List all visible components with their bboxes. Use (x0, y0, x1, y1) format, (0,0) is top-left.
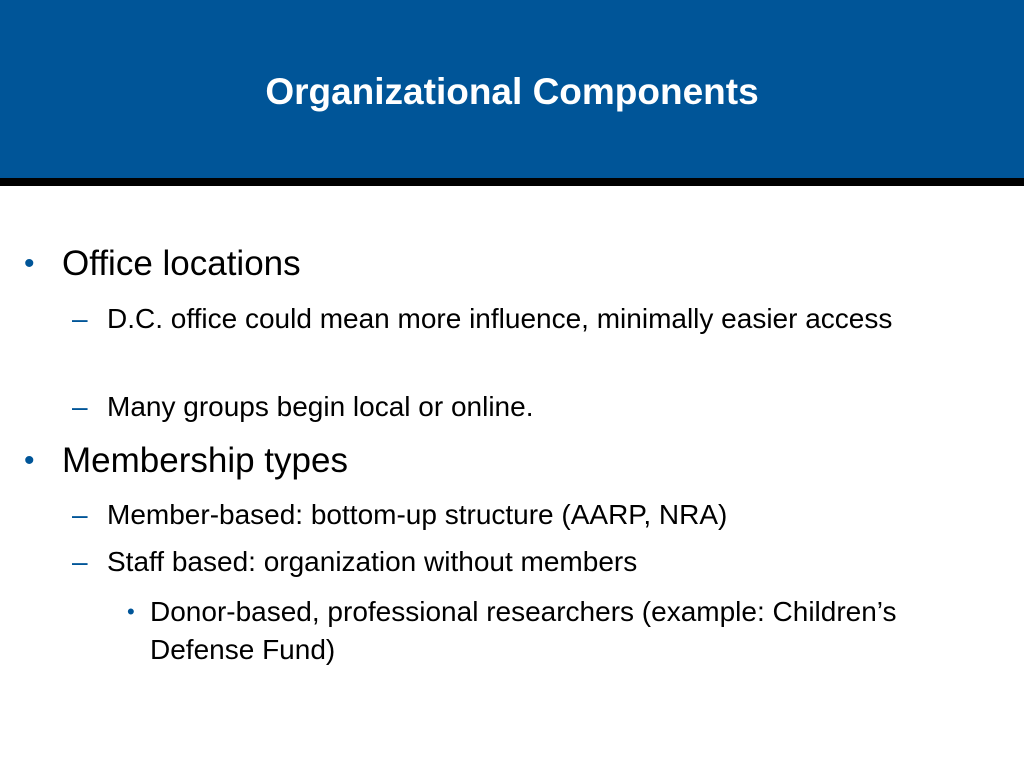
sub-item-staff-based: Staff based: organization without members (107, 546, 638, 577)
bullet-icon: • (24, 444, 35, 477)
list-item-office-locations: Office locations (62, 244, 301, 283)
dash-bullet-icon: – (72, 303, 88, 334)
small-bullet-icon: • (127, 599, 135, 624)
dash-bullet-icon: – (72, 546, 88, 577)
list-item-membership-types: Membership types (62, 441, 348, 480)
sub-item-member-based: Member-based: bottom-up structure (AARP, NRA) (107, 499, 728, 530)
sub-item-local-online: Many groups begin local or online. (107, 391, 534, 422)
dash-bullet-icon: – (72, 391, 88, 422)
bullet-icon: • (24, 247, 35, 280)
dash-bullet-icon: – (72, 499, 88, 530)
sub-sub-item-donor-based: Donor-based, professional researchers (example: Children’s Defense Fund) (150, 596, 897, 665)
sub-item-dc-office: D.C. office could mean more influence, minimally easier access (107, 303, 893, 334)
slide-title: Organizational Components (265, 71, 759, 112)
